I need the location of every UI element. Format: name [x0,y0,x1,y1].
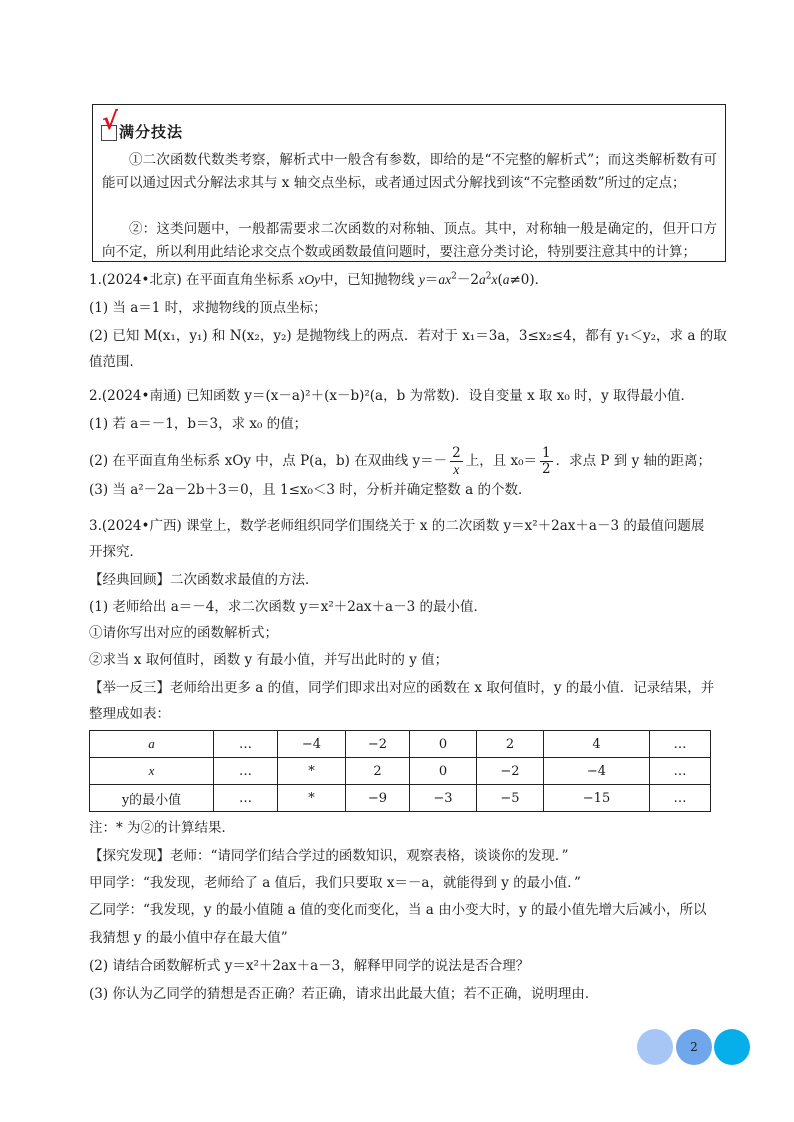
results-table [89,730,711,812]
q3-yi-2: 我猜想 y 的最小值中存在最大值” [89,930,288,946]
q2-part1: (1) 若 a＝－1，b＝3，求 x₀ 的值； [89,416,308,432]
q3-review: 【经典回顾】二次函数求最值的方法． [89,572,319,588]
q2-part2c: ．求点 P 到 y 轴的距离； [555,453,712,469]
q3-part1: (1) 老师给出 a＝－4，求二次函数 y＝x²＋2ax＋a－3 的最小值． [89,599,487,615]
q2-part2a: (2) 在平面直角坐标系 xOy 中，点 P(a，b) 在双曲线 y＝－ [89,453,448,469]
q3-sub1: ①请你写出对应的函数解析式； [89,625,278,641]
q1-stem-a: 在平面直角坐标系 [186,272,295,288]
q3-discover: 【探究发现】老师：“请同学们结合学过的函数知识，观察表格，谈谈你的发现．” [89,848,569,864]
q3-extend2: 整理成如表： [89,706,170,722]
q1-part2a: (2) 已知 M(x₁，y₁) 和 N(x₂，y₂) 是抛物线上的两点．若对于 x₁＝3a，3≤x₂≤4，都有 y₁＜y₂，求 a 的取 [89,328,727,344]
q3-line2: 开探究． [89,544,143,560]
frac-2-over-x: $\frac{2}{x}$ [452,445,461,477]
table-row: a … −4 −2 0 2 4 … [90,731,711,758]
page-badge-circle-1 [637,1029,673,1065]
q1-part2b: 值范围． [89,354,143,370]
checkmark-icon: √ [102,107,119,135]
page-badge-circle-3 [714,1029,750,1065]
q3-extend1: 【举一反三】老师给出更多 a 的值，同学们即求出对应的函数在 x 取何值时，y 的最小值．记录结果，并 [89,680,715,696]
q2-source: (2024•南通) [101,388,182,404]
q3-part3: (3) 你认为乙同学的猜想是否正确？若正确，请求出此最大值；若不正确，说明理由． [89,986,599,1002]
q1-part1: (1) 当 a＝1 时，求抛物线的顶点坐标； [89,300,327,316]
q2-number: 2. [89,388,102,404]
tips-title: 满分技法 [119,123,184,141]
q1-number: 1. [89,272,102,288]
q2-stem [89,386,694,406]
q2-part2b: 上，且 x₀＝ [465,453,538,469]
tips-box [92,104,726,262]
table-row: x … * 2 0 −2 −4 … [90,758,711,785]
q1-stem: 1.(2024•北京) 在平面直角坐标系 xOy中，已知抛物线 $y=ax^2-2a^2x(a\ne 0)$． [89,271,549,288]
q2-part3: (3) 当 a²－2a－2b＋3＝0，且 1≤x₀＜3 时，分析并确定整数 a 的个数． [89,482,532,498]
q3-jia: 甲同学：“我发现，老师给了 a 值后，我们只要取 x＝－a，就能得到 y 的最小值．” [89,875,581,891]
table-row: y的最小值 … * −9 −3 −5 −15 … [90,785,711,812]
q2-part2 [89,446,711,477]
q1-source: (2024•北京) [101,272,182,288]
q3-part2: (2) 请结合函数解析式 y＝x²＋2ax＋a－3，解释甲同学的说法是否合理？ [89,958,530,974]
page-number: 2 [690,1040,698,1054]
q1-stem-b: 中，已知抛物线 [320,272,415,288]
q3-yi-1: 乙同学：“我发现，y 的最小值随 a 值的变化而变化，当 a 由小变大时，y 的最小值先增大后减小，所以 [89,902,707,918]
tips-paragraph-2: ②：这类问题中，一般都需要求二次函数的对称轴、顶点。其中，对称轴一般是确定的，但开口方向不定，所以利用此结论求交点个数或函数最值问题时，要注意分类讨论，特别要注意其中的计算； [102,221,717,260]
q3-note: 注：* 为②的计算结果． [89,820,236,836]
q3-sub2: ②求当 x 取何值时，函数 y 有最小值，并写出此时的 y 值； [89,652,449,668]
frac-1-over-2: $\frac{1}{2}$ [542,445,551,477]
q2-stem-text: 已知函数 y＝(x－a)²＋(x－b)²(a，b 为常数)．设自变量 x 取 x₀ 时，y 取得最小值． [186,388,695,404]
tips-paragraph-1: ①二次函数代数类考察，解析式中一般含有参数，即给的是“不完整的解析式”；而这类解析数有可能可以通过因式分解法求其与 x 轴交点坐标，或者通过因式分解找到该“不完整函数”所过的定点； [102,152,717,191]
q3-line1: 3.(2024•广西) 课堂上，数学老师组织同学们围绕关于 x 的二次函数 y＝x²＋2ax＋a－3 的最值问题展 [89,518,705,534]
